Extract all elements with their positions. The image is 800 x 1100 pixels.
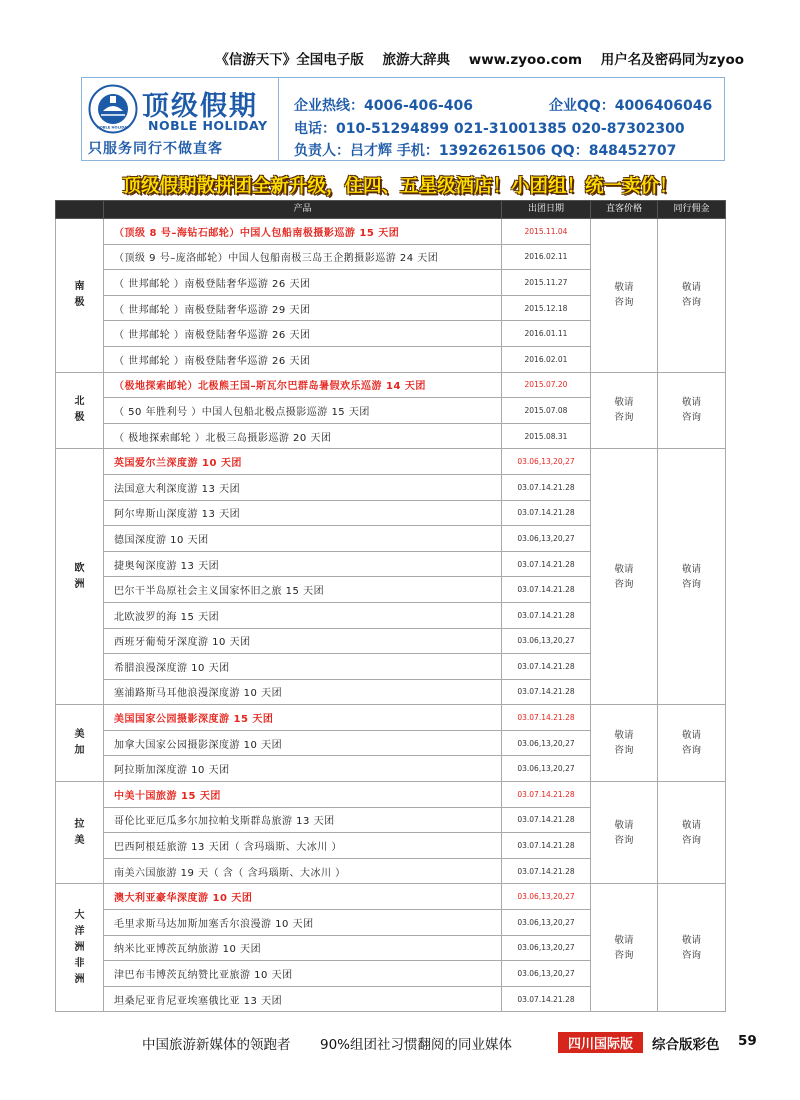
region-cell: [56, 449, 104, 705]
product-name: （ 世邦邮轮 ）南极登陆奢华巡游 26 天团: [104, 321, 502, 347]
departure-date: 03.06,13,20,27: [502, 756, 591, 782]
region-char: 欧: [74, 562, 85, 574]
region-cell: [56, 705, 104, 782]
departure-date: 03.06,13,20,27: [502, 449, 591, 475]
price-text: 咨询: [614, 834, 634, 846]
header-product: 产品: [104, 201, 502, 219]
direct-price-cell: [591, 449, 658, 705]
commission-cell: [658, 219, 726, 373]
table-header-row: [56, 201, 726, 219]
header-region: [56, 201, 104, 219]
page-number: 59: [738, 1033, 757, 1049]
table-row: [56, 372, 726, 398]
departure-date: 2015.07.08: [502, 398, 591, 424]
logo-english-name: NOBLE HOLIDAY: [148, 118, 268, 133]
price-text: 咨询: [614, 297, 634, 309]
top-line: [215, 48, 744, 68]
product-name: 巴尔干半岛原社会主义国家怀旧之旅 15 天团: [104, 577, 502, 603]
product-name: 坦桑尼亚肯尼亚埃塞俄比亚 13 天团: [104, 986, 502, 1012]
product-name: （ 世邦邮轮 ）南极登陆奢华巡游 29 天团: [104, 295, 502, 321]
phones-text: 电话：010-51294899 021-31001385 020-87302300: [294, 121, 685, 137]
footer-media-claim: 90%组团社习惯翻阅的同业媒体: [320, 1037, 513, 1053]
departure-date: 03.07.14.21.28: [502, 807, 591, 833]
price-text: 敬请: [614, 730, 634, 742]
direct-price-cell: [591, 219, 658, 373]
tour-table: [55, 200, 726, 1012]
commission-text: 咨询: [681, 834, 701, 846]
price-text: 咨询: [614, 412, 634, 424]
region-char: 美: [74, 729, 85, 741]
commission-text: 咨询: [681, 578, 701, 590]
departure-date: 03.07.14.21.28: [502, 654, 591, 680]
departure-date: 03.07.14.21.28: [502, 986, 591, 1012]
departure-date: 03.06,13,20,27: [502, 884, 591, 910]
product-name: 塞浦路斯马耳他浪漫深度游 10 天团: [104, 679, 502, 705]
product-name: 加拿大国家公园摄影深度游 10 天团: [104, 730, 502, 756]
table-row: [56, 705, 726, 731]
commission-cell: [658, 884, 726, 1012]
region-char: 极: [74, 297, 85, 309]
header-commission: 同行佣金: [658, 201, 726, 219]
departure-date: 03.07.14.21.28: [502, 705, 591, 731]
commission-text: 敬请: [681, 282, 701, 294]
departure-date: 03.07.14.21.28: [502, 833, 591, 859]
departure-date: 03.06,13,20,27: [502, 910, 591, 936]
company-header: [81, 77, 725, 161]
commission-text: 敬请: [681, 819, 701, 831]
commission-text: 敬请: [681, 730, 701, 742]
departure-date: 2016.02.01: [502, 346, 591, 372]
table-row: [56, 449, 726, 475]
product-name: 巴西阿根廷旅游 13 天团（ 含玛瑙斯、大冰川 ）: [104, 833, 502, 859]
footer-tagline: 中国旅游新媒体的领跑者: [142, 1037, 291, 1053]
product-name: 哥伦比亚厄瓜多尔加拉帕戈斯群岛旅游 13 天团: [104, 807, 502, 833]
commission-text: 咨询: [681, 412, 701, 424]
commission-cell: [658, 449, 726, 705]
header-price: 直客价格: [591, 201, 658, 219]
departure-date: 2016.01.11: [502, 321, 591, 347]
departure-date: 03.06,13,20,27: [502, 935, 591, 961]
departure-date: 03.07.14.21.28: [502, 602, 591, 628]
departure-date: 03.06,13,20,27: [502, 961, 591, 987]
product-name: 德国深度游 10 天团: [104, 526, 502, 552]
commission-text: 咨询: [681, 297, 701, 309]
direct-price-cell: [591, 372, 658, 449]
departure-date: 03.07.14.21.28: [502, 679, 591, 705]
region-cell: [56, 219, 104, 373]
contact-person-text: 负责人：吕才辉 手机：13926261506 QQ：848452707: [294, 143, 677, 159]
direct-price-cell: [591, 782, 658, 884]
page-footer: [0, 1033, 800, 1055]
product-name: 南美六国旅游 19 天（ 含（ 含玛瑙斯、大冰川 ）: [104, 858, 502, 884]
publication-name: 《信游天下》全国电子版: [215, 52, 364, 68]
product-name: （ 极地探索邮轮 ）北极三岛摄影巡游 20 天团: [104, 423, 502, 449]
header-date: 出团日期: [502, 201, 591, 219]
commission-cell: [658, 782, 726, 884]
product-name: （顶级 8 号–海钻石邮轮）中国人包船南极摄影巡游 15 天团: [104, 219, 502, 245]
region-char: 非: [74, 957, 85, 969]
departure-date: 03.07.14.21.28: [502, 858, 591, 884]
seal-logo-icon: [88, 84, 138, 134]
commission-text: 咨询: [681, 745, 701, 757]
product-name: （ 世邦邮轮 ）南极登陆奢华巡游 26 天团: [104, 270, 502, 296]
product-name: 北欧波罗的海 15 天团: [104, 602, 502, 628]
commission-text: 敬请: [681, 563, 701, 575]
commission-cell: [658, 372, 726, 449]
table-row: [56, 884, 726, 910]
price-text: 敬请: [614, 934, 634, 946]
region-char: 洲: [74, 578, 85, 590]
product-name: 西班牙葡萄牙深度游 10 天团: [104, 628, 502, 654]
price-text: 敬请: [614, 819, 634, 831]
product-name: （ 世邦邮轮 ）南极登陆奢华巡游 26 天团: [104, 346, 502, 372]
region-char: 极: [74, 412, 85, 424]
region-char: 拉: [74, 818, 85, 830]
departure-date: 2016.02.11: [502, 244, 591, 270]
table-row: [56, 219, 726, 245]
departure-date: 03.07.14.21.28: [502, 577, 591, 603]
product-name: 法国意大利深度游 13 天团: [104, 474, 502, 500]
commission-text: 敬请: [681, 934, 701, 946]
product-name: 纳米比亚博茨瓦纳旅游 10 天团: [104, 935, 502, 961]
departure-date: 03.07.14.21.28: [502, 474, 591, 500]
region-char: 大: [74, 909, 85, 921]
direct-price-cell: [591, 884, 658, 1012]
product-name: （ 50 年胜利号 ）中国人包船北极点摄影巡游 15 天团: [104, 398, 502, 424]
product-name: 中美十国旅游 15 天团: [104, 782, 502, 808]
departure-date: 2015.12.18: [502, 295, 591, 321]
departure-date: 03.07.14.21.28: [502, 551, 591, 577]
hotline-text: 企业热线：4006-406-406: [294, 98, 474, 114]
departure-date: 03.06,13,20,27: [502, 526, 591, 552]
departure-date: 2015.07.20: [502, 372, 591, 398]
product-name: 阿尔卑斯山深度游 13 天团: [104, 500, 502, 526]
product-name: 美国国家公园摄影深度游 15 天团: [104, 705, 502, 731]
site-url: www.zyoo.com: [468, 52, 583, 68]
region-char: 洲: [74, 941, 85, 953]
departure-date: 2015.11.27: [502, 270, 591, 296]
product-name: 毛里求斯马达加斯加塞舌尔浪漫游 10 天团: [104, 910, 502, 936]
price-text: 咨询: [614, 578, 634, 590]
region-cell: [56, 884, 104, 1012]
table-row: [56, 782, 726, 808]
product-name: 希腊浪漫深度游 10 天团: [104, 654, 502, 680]
logo-chinese-name: 顶级假期: [142, 91, 258, 122]
region-char: 洋: [74, 925, 85, 937]
region-char: 美: [74, 834, 85, 846]
price-text: 敬请: [614, 563, 634, 575]
login-note: 用户名及密码同为zyoo: [600, 52, 744, 68]
price-text: 咨询: [614, 949, 634, 961]
price-text: 敬请: [614, 282, 634, 294]
commission-text: 敬请: [681, 397, 701, 409]
departure-date: 03.07.14.21.28: [502, 500, 591, 526]
region-char: 南: [74, 281, 85, 293]
product-name: 英国爱尔兰深度游 10 天团: [104, 449, 502, 475]
region-char: 加: [74, 745, 85, 757]
direct-price-cell: [591, 705, 658, 782]
product-name: （顶级 9 号–庞洛邮轮）中国人包船南极三岛王企鹅摄影巡游 24 天团: [104, 244, 502, 270]
product-name: （极地探索邮轮）北极熊王国–斯瓦尔巴群岛暑假欢乐巡游 14 天团: [104, 372, 502, 398]
price-text: 敬请: [614, 397, 634, 409]
departure-date: 03.06,13,20,27: [502, 628, 591, 654]
company-qq-text: 企业QQ：4006406046: [549, 98, 713, 114]
dictionary-name: 旅游大辞典: [382, 52, 451, 68]
commission-cell: [658, 705, 726, 782]
departure-date: 03.07.14.21.28: [502, 782, 591, 808]
product-name: 捷奥匈深度游 13 天团: [104, 551, 502, 577]
region-char: 洲: [74, 973, 85, 985]
departure-date: 2015.11.04: [502, 219, 591, 245]
footer-section: 综合版彩色: [652, 1037, 720, 1053]
product-name: 澳大利亚豪华深度游 10 天团: [104, 884, 502, 910]
company-logo: [82, 78, 279, 160]
logo-slogan: 只服务同行不做直客: [88, 141, 223, 157]
svg-text:NOBLE HOLIDAY: NOBLE HOLIDAY: [96, 125, 130, 130]
edition-badge: 四川国际版: [558, 1032, 643, 1053]
price-text: 咨询: [614, 745, 634, 757]
region-cell: [56, 372, 104, 449]
departure-date: 2015.08.31: [502, 423, 591, 449]
product-name: 津巴布韦博茨瓦纳赞比亚旅游 10 天团: [104, 961, 502, 987]
region-char: 北: [74, 396, 85, 408]
commission-text: 咨询: [681, 949, 701, 961]
product-name: 阿拉斯加深度游 10 天团: [104, 756, 502, 782]
promo-banner: 顶级假期散拼团全新升级，住四、五星级酒店！小团组！统一卖价！: [122, 176, 678, 197]
region-cell: [56, 782, 104, 884]
departure-date: 03.06,13,20,27: [502, 730, 591, 756]
